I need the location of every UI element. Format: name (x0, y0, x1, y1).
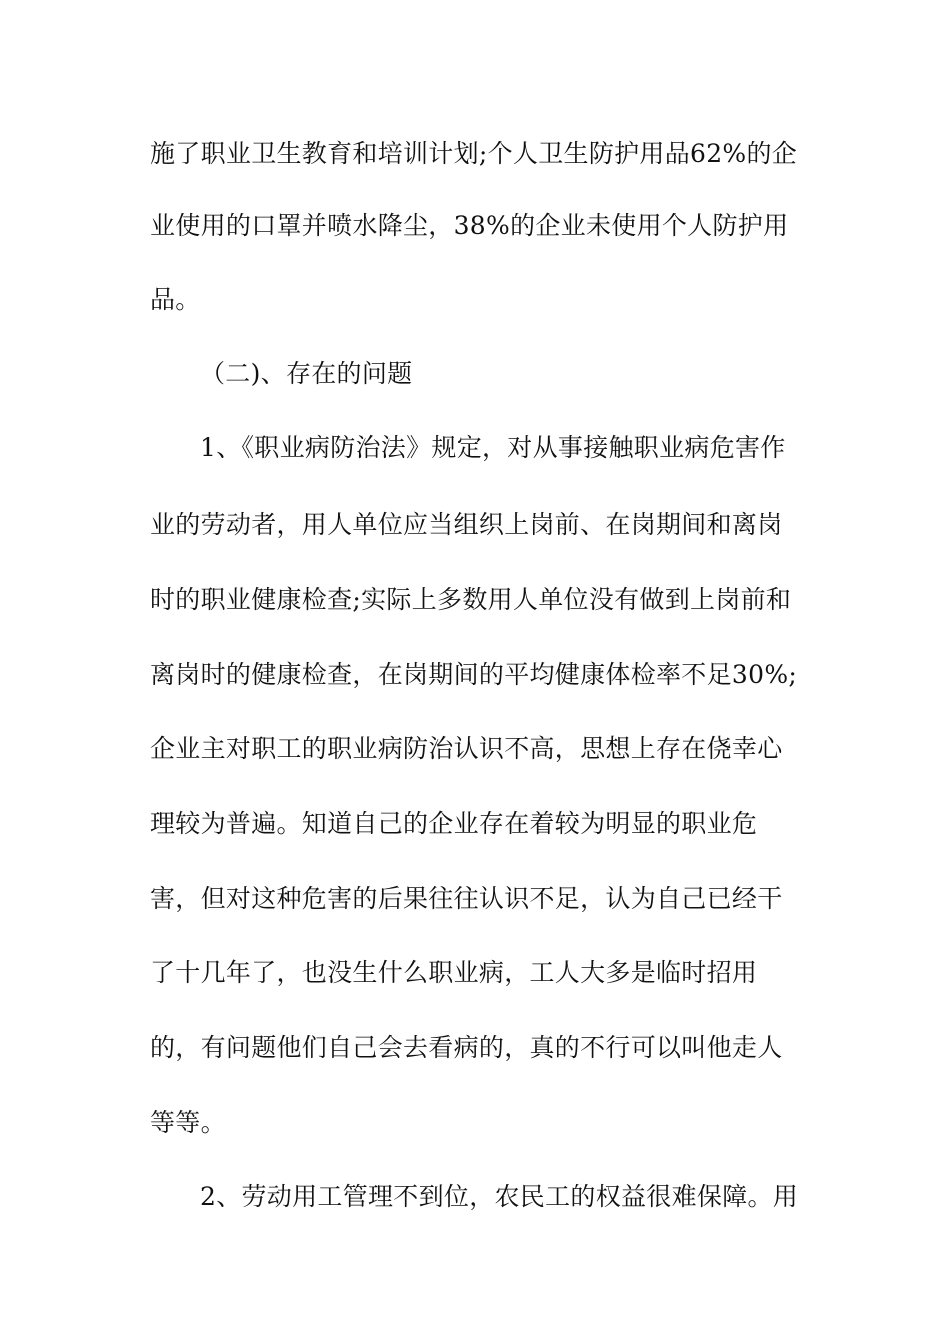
text-line: 的，有问题他们自己会去看病的，真的不行可以叫他走人 (150, 1033, 783, 1062)
text-line: 施了职业卫生教育和培训计划;个人卫生防护用品62%的企 (150, 139, 798, 168)
text-line: 业使用的口罩并喷水降尘，38%的企业未使用个人防护用 (150, 211, 789, 240)
text-line: 1、《职业病防治法》规定，对从事接触职业病危害作 (200, 433, 786, 462)
text-line: 企业主对职工的职业病防治认识不高，思想上存在侥幸心 (150, 734, 783, 763)
text-line: 理较为普遍。知道自己的企业存在着较为明显的职业危 (150, 809, 758, 838)
text-line: 害，但对这种危害的后果往往认识不足，认为自己已经干 (150, 884, 783, 913)
section-heading: （二)、存在的问题 (200, 359, 413, 388)
text-line: 2、劳动用工管理不到位，农民工的权益很难保障。用 (200, 1182, 799, 1211)
text-line: 品。 (150, 285, 201, 314)
text-line: 时的职业健康检查;实际上多数用人单位没有做到上岗前和 (150, 585, 792, 614)
text-line: 等等。 (150, 1108, 226, 1137)
text-line: 业的劳动者，用人单位应当组织上岗前、在岗期间和离岗 (150, 510, 783, 539)
text-line: 离岗时的健康检查，在岗期间的平均健康体检率不足30%; (150, 660, 798, 689)
text-line: 了十几年了，也没生什么职业病，工人大多是临时招用 (150, 958, 758, 987)
